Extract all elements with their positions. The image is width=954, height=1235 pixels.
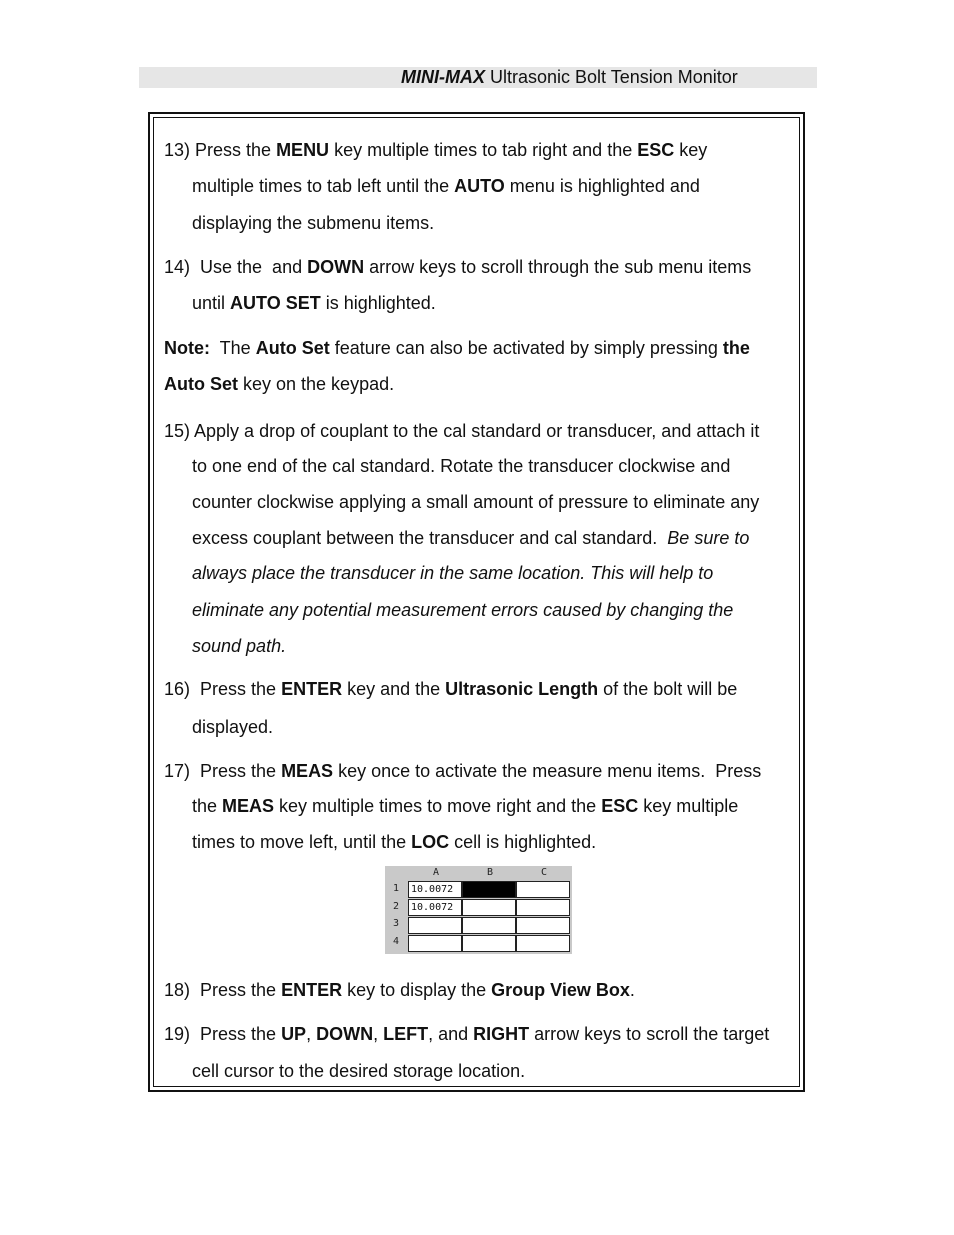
grid-cell-selected	[462, 881, 516, 898]
step-15-line-6: eliminate any potential measurement errors caused by changing the	[192, 600, 734, 620]
grid-col-header: B	[487, 867, 494, 878]
grid-cell	[516, 917, 570, 934]
step-18-line-1: 18) Press the ENTER key to display the Group View Box.	[164, 980, 635, 1000]
grid-cell	[516, 899, 570, 916]
grid-cell	[462, 917, 516, 934]
step-16-line-1: 16) Press the ENTER key and the Ultrasonic Length of the bolt will be	[164, 679, 738, 699]
step-15-line-5: always place the transducer in the same location. This will help to	[192, 563, 714, 583]
step-16-line-2: displayed.	[192, 717, 274, 737]
step-19-line-1: 19) Press the UP, DOWN, LEFT, and RIGHT arrow keys to scroll the target	[164, 1024, 770, 1044]
grid-cell	[516, 881, 570, 898]
step-17-line-2: the MEAS key multiple times to move right and the ESC key multiple	[192, 796, 739, 816]
loc-grid-figure	[385, 866, 572, 954]
note-line-2: Auto Set key on the keypad.	[164, 374, 395, 394]
step-13-line-2: multiple times to tab left until the AUTO menu is highlighted and	[192, 176, 700, 196]
step-15-line-4: excess couplant between the transducer and cal standard. Be sure to	[192, 528, 750, 548]
grid-col-header: C	[541, 867, 548, 878]
step-14-line-2: until AUTO SET is highlighted.	[192, 293, 436, 313]
step-17-line-3: times to move left, until the LOC cell is highlighted.	[192, 832, 597, 852]
brand-name: MINI-MAX	[401, 67, 485, 87]
grid-row-header: 2	[393, 901, 400, 912]
grid-cell	[462, 899, 516, 916]
grid-cell: 10.0072	[408, 899, 462, 916]
step-19-line-2: cell cursor to the desired storage location.	[192, 1061, 526, 1081]
grid-cell	[408, 935, 462, 952]
grid-col-header: A	[433, 867, 440, 878]
step-15-line-3: counter clockwise applying a small amount of pressure to eliminate any	[192, 492, 760, 512]
page-header-title	[401, 66, 738, 88]
grid-row-header: 1	[393, 883, 400, 894]
step-13-line-1: 13) Press the MENU key multiple times to tab right and the ESC key	[164, 140, 708, 160]
grid-cell: 10.0072	[408, 881, 462, 898]
grid-cell	[516, 935, 570, 952]
step-17-line-1: 17) Press the MEAS key once to activate the measure menu items. Press	[164, 761, 762, 781]
document-title: Ultrasonic Bolt Tension Monitor	[490, 67, 738, 87]
step-15-line-2: to one end of the cal standard. Rotate the transducer clockwise and	[192, 456, 731, 476]
step-15-line-7: sound path.	[192, 636, 287, 656]
grid-cell	[462, 935, 516, 952]
step-15-line-1: 15) Apply a drop of couplant to the cal standard or transducer, and attach it	[164, 421, 760, 441]
step-13-line-3: displaying the submenu items.	[192, 213, 435, 233]
step-14-line-1: 14) Use the and DOWN arrow keys to scroll through the sub menu items	[164, 257, 752, 277]
note-line-1: Note: The Auto Set feature can also be activated by simply pressing the	[164, 338, 750, 358]
grid-row-header: 3	[393, 918, 400, 929]
grid-row-header: 4	[393, 936, 400, 947]
grid-cell	[408, 917, 462, 934]
